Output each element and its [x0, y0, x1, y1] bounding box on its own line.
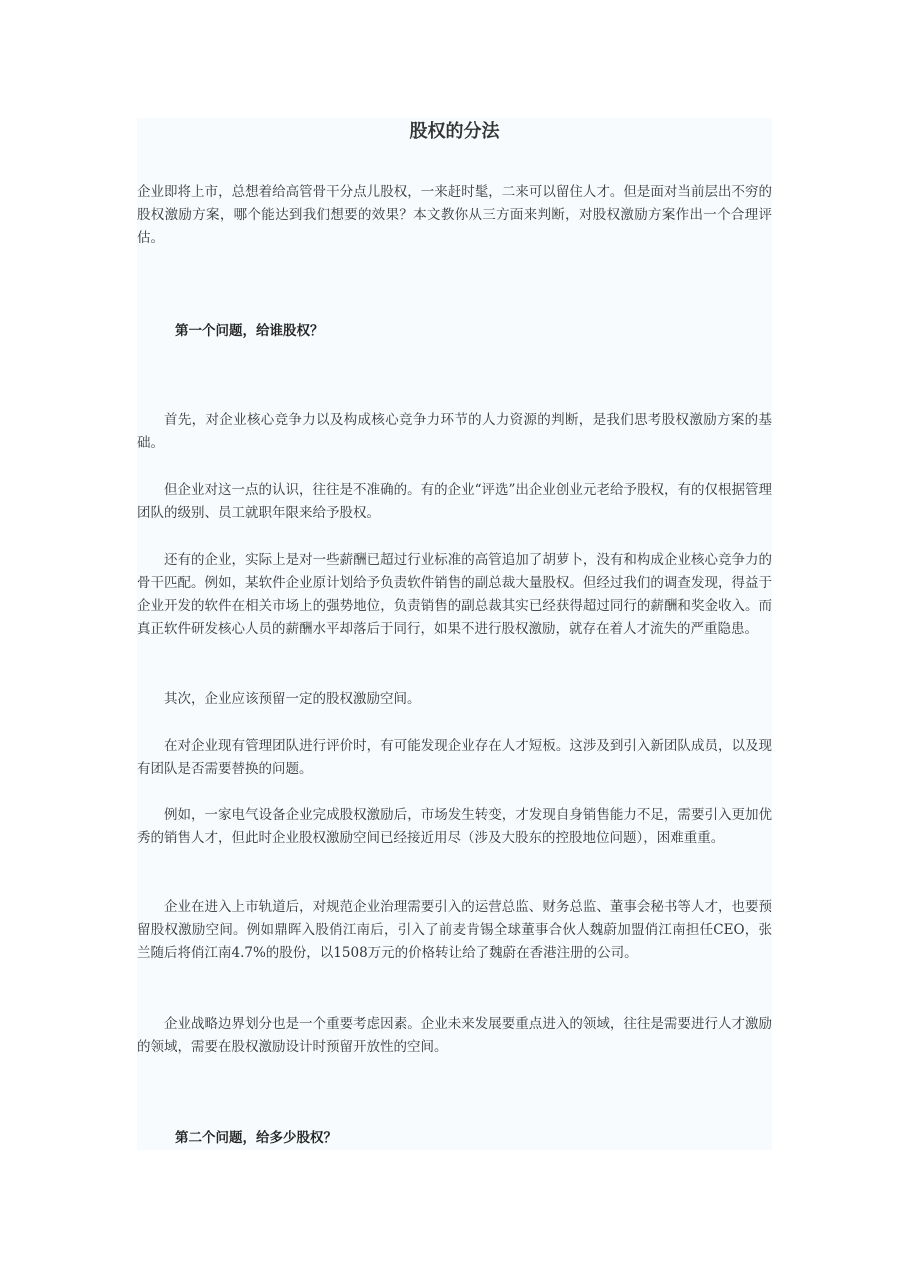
paragraph-5: 在对企业现有管理团队进行评价时，有可能发现企业存在人才短板。这涉及到引入新团队成员，以及现有团队是否需要替换的问题。 [137, 738, 772, 777]
section-heading-1: 第一个问题，给谁股权？ [175, 323, 324, 339]
paragraph-2: 但企业对这一点的认识，往往是不准确的。有的企业“评选”出企业创业元老给予股权，有的仅根据管理团队的级别、员工就职年限来给予股权。 [137, 482, 772, 521]
article-title: 股权的分法 [409, 121, 500, 142]
section-heading-2: 第二个问题，给多少股权？ [175, 1130, 337, 1146]
paragraph-6: 例如，一家电气设备企业完成股权激励后，市场发生转变，才发现自身销售能力不足，需要引入更加优秀的销售人才，但此时企业股权激励空间已经接近用尽（涉及大股东的控股地位问题），困难重重。 [137, 807, 772, 846]
intro-paragraph: 企业即将上市，总想着给高管骨干分点儿股权，一来赶时髦，二来可以留住人才。但是面对当前层出不穷的股权激励方案，哪个能达到我们想要的效果？本文教你从三方面来判断，对股权激励方案作出一个合理评估。 [137, 184, 772, 246]
paragraph-8: 企业战略边界划分也是一个重要考虑因素。企业未来发展要重点进入的领域，往往是需要进行人才激励的领域，需要在股权激励设计时预留开放性的空间。 [137, 1016, 772, 1055]
paragraph-4: 其次，企业应该预留一定的股权激励空间。 [164, 691, 421, 707]
paragraph-7: 企业在进入上市轨道后，对规范企业治理需要引入的运营总监、财务总监、董事会秘书等人才，也要预留股权激励空间。例如鼎晖入股俏江南后，引入了前麦肯锡全球董事合伙人魏蔚加盟俏江南担任CEO，张兰随后将俏江南4.7%的股份，以1508万元的价格转让给了魏蔚在香港注册的公司。 [137, 899, 772, 961]
paragraph-3: 还有的企业，实际上是对一些薪酬已超过行业标准的高管追加了胡萝卜，没有和构成企业核心竞争力的骨干匹配。例如，某软件企业原计划给予负责软件销售的副总裁大量股权。但经过我们的调查发现，得益于企业开发的软件在相关市场上的强势地位，负责销售的副总裁其实已经获得超过同行的薪酬和奖金收入。而真正软件研发核心人员的薪酬水平却落后于同行，如果不进行股权激励，就存在着人才流失的严重隐患。 [137, 552, 772, 637]
paragraph-1: 首先，对企业核心竞争力以及构成核心竞争力环节的人力资源的判断，是我们思考股权激励方案的基础。 [137, 412, 772, 451]
